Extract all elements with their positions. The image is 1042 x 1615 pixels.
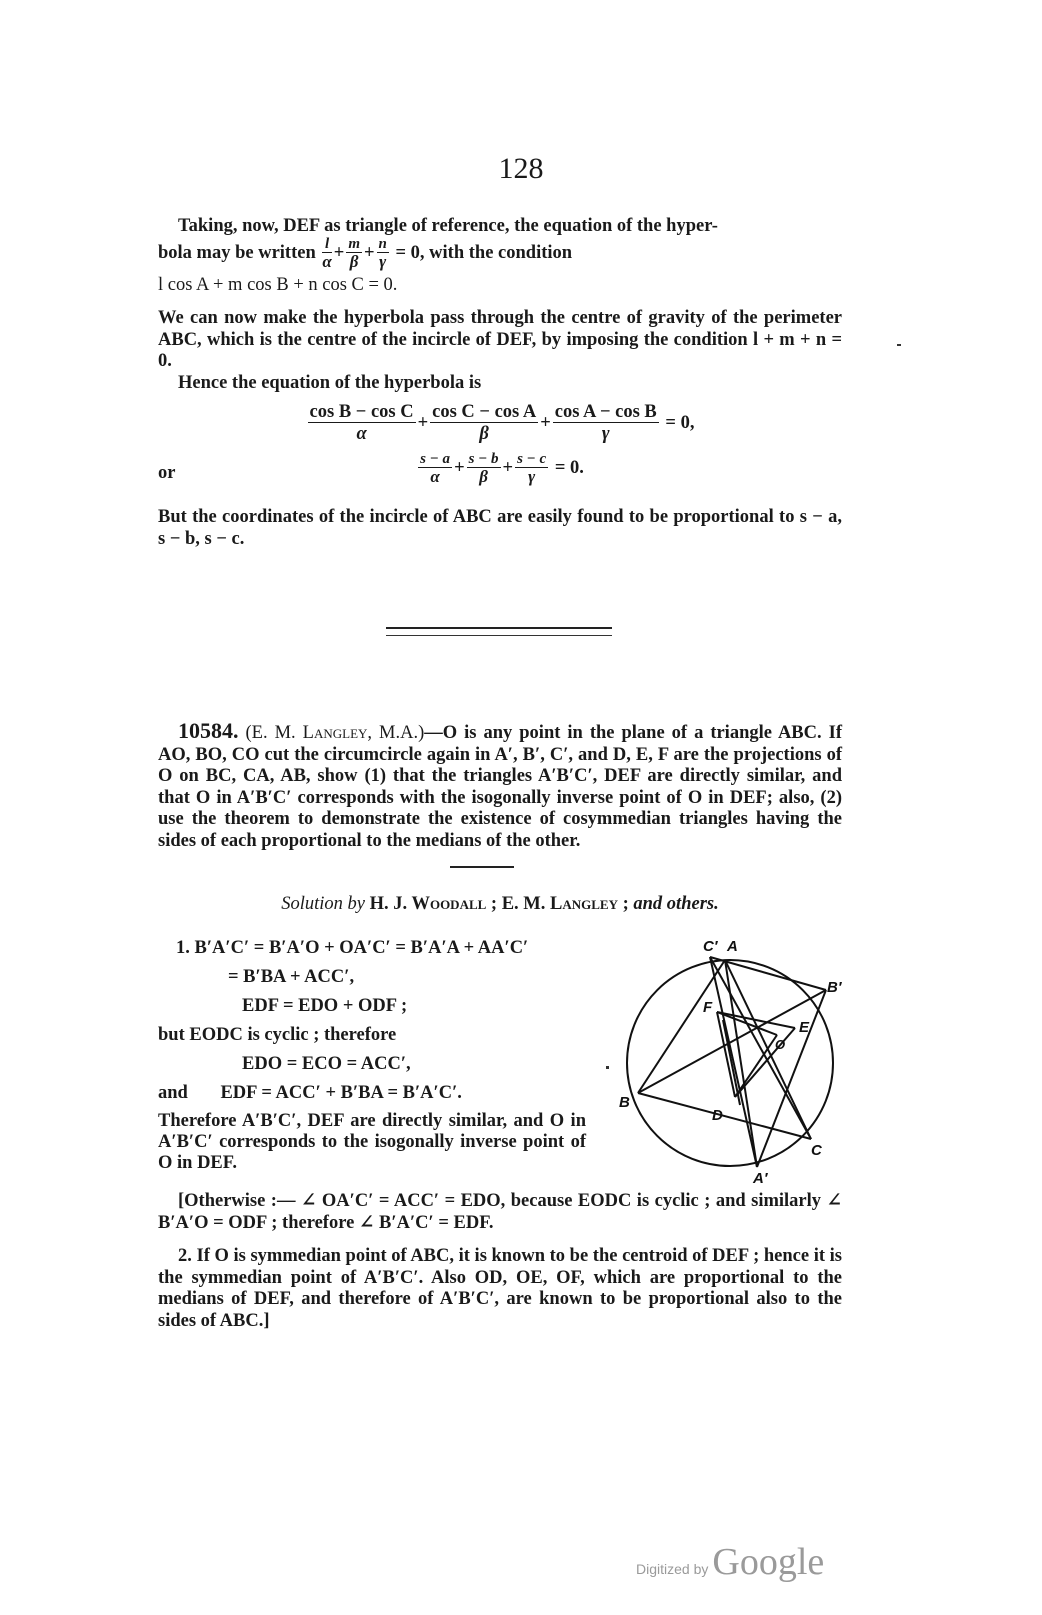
section-divider-double [386, 627, 612, 636]
paragraph-1c-text: = 0, with the condition [395, 242, 573, 263]
label-E: E [799, 1019, 810, 1036]
byline-solvers: H. J. Woodall ; E. M. Langley ; [369, 894, 629, 914]
solution-line-4: but EODC is cyclic ; therefore [158, 1025, 397, 1045]
section-hyperbola [158, 216, 842, 550]
digitized-label: Digitized by [636, 1561, 709, 1577]
fraction-eq1-3: $\frac{\text{cos A − cos B}}{\gamma}$ [554, 402, 657, 444]
fraction-eq1-1: $\frac{\text{cos B − cos C}}{\alpha}$ [309, 402, 414, 444]
condition-equation: l cos A + m cos B + n cos C = 0. [158, 274, 398, 295]
scan-speck [606, 1066, 609, 1069]
and-label: and [158, 1083, 188, 1103]
solution-line-3: EDF = EDO + ODF ; [242, 996, 408, 1016]
part-2-paragraph: 2. If O is symmedian point of ABC, it is known to be the centroid of DEF ; hence it is the symmedian point of A′B′C′. Also OD, OE, OF, which are proportional to the medians of DEF, and therefore of A′B′C′, are known to be proportional also to the sides of ABC.] [158, 1246, 842, 1331]
paragraph-2: We can now make the hyperbola pass through the centre of gravity of the perimeter ABC, which is the centre of the incircle of DEF, by imposing the condition l + m + n = 0. [158, 308, 842, 371]
label-C1: C′ [703, 938, 718, 955]
fraction-eq2-2: $\frac{s - b}{\beta}$ [468, 451, 499, 486]
section-divider-single [450, 866, 514, 868]
solution-otherwise [158, 1191, 842, 1332]
fraction-eq2-1: $\frac{s - a}{\alpha}$ [420, 451, 451, 486]
byline-suffix: and others. [633, 894, 719, 914]
line-AB [638, 960, 725, 1093]
fraction-eq2-3: $\frac{s - c}{\gamma}$ [517, 451, 547, 486]
label-O: O [775, 1037, 786, 1052]
line-B1A1 [757, 990, 826, 1167]
paragraph-1b-text: bola may be written [158, 242, 316, 263]
label-B: B [619, 1094, 630, 1111]
google-wordmark: Google [712, 1541, 825, 1583]
otherwise-paragraph: [Otherwise :— ∠ OA′C′ = ACC′ = EDO, because EODC is cyclic ; and similarly ∠ B′A′O = ODF ; therefore ∠ B′A′C′ = EDF. [158, 1191, 842, 1233]
label-F: F [703, 999, 713, 1016]
or-label: or [158, 463, 176, 483]
solution-line-6 [158, 1079, 598, 1108]
fraction-m-beta: $\frac{m}{\beta}$ [348, 235, 360, 271]
byline-prefix: Solution by [281, 894, 366, 914]
solution-line-6-eq: EDF = ACC′ + B′BA = B′A′C′. [220, 1083, 462, 1103]
fraction-eq1-2: $\frac{\text{cos C − cos A}}{\beta}$ [432, 402, 537, 444]
problem-text: —O is any point in the plane of a triangle ABC. If AO, BO, CO cut the circumcircle again in A′, B′, C′, and D, E, F are the projections of O on BC, CA, AB, show (1) that the triangles A′B′C′, DEF are directly similar, and that O in A′B′C′ corresponds with the isogonally inverse point of O in DEF; also, (2) use the theorem to demonstrate the existence of cosymmedian triangles having the sides of each proportional to the medians of the other. [158, 723, 842, 851]
label-A1: A′ [753, 1170, 768, 1187]
paragraph-1b: bola may be written $\frac{l}{\alpha}$ + $\frac{m}{\beta}$ + $\frac{n}{\gamma}$ = 0, with the condition [158, 235, 573, 271]
label-A: A [727, 938, 738, 955]
hyperbola-equation-2: or $\frac{s - a}{\alpha}$ + $\frac{s - b}{\beta}$ + $\frac{s - c}{\gamma}$ = 0. [158, 451, 584, 486]
line-extra [723, 1020, 740, 1105]
paragraph-4: But the coordinates of the incircle of ABC are easily found to be proportional to s − a, s − b, s − c. [158, 507, 842, 549]
solution-line-7: Therefore A′B′C′, DEF are directly similar, and O in A′B′C′ corresponds to the isogonally inverse point of O in DEF. [158, 1111, 586, 1173]
problem-author: (E. M. Langley, M.A.) [245, 723, 425, 743]
line-C1A1 [710, 957, 757, 1167]
hyperbola-equation-1: $\frac{\text{cos B − cos C}}{\alpha}$ + $\frac{\text{cos C − cos A}}{\beta}$ + $\frac{\text{cos A − cos B}}{\gamma}$ = 0, [309, 402, 695, 444]
solution-line-1: 1. B′A′C′ = B′A′O + OA′C′ = B′A′A + AA′C′ [176, 938, 529, 958]
page-number: 128 [498, 152, 544, 185]
digitized-footer [636, 1540, 824, 1584]
solution-part-1 [158, 934, 598, 1174]
solution-line-5: EDO = ECO = ACC′, [242, 1054, 411, 1074]
geometry-figure [615, 938, 845, 1187]
paragraph-1a: Taking, now, DEF as triangle of reference, the equation of the hyper- [178, 216, 718, 236]
scan-speck [897, 344, 901, 346]
eq1-tail: = 0, [665, 412, 695, 433]
fraction-l-alpha: $\frac{l}{\alpha}$ [322, 235, 332, 271]
problem-number: 10584. [178, 718, 239, 743]
solution-byline [158, 894, 842, 916]
label-D: D [712, 1107, 723, 1124]
problem-10584 [158, 720, 842, 852]
solution-line-2: = B′BA + ACC′, [228, 967, 355, 987]
label-B1: B′ [827, 979, 842, 996]
line-BC [638, 1093, 811, 1139]
fraction-n-gamma: $\frac{n}{\gamma}$ [378, 235, 387, 271]
paragraph-3: Hence the equation of the hyperbola is [178, 372, 482, 393]
label-C: C [811, 1142, 822, 1159]
eq2-tail: = 0. [554, 457, 584, 478]
problem-statement [158, 720, 842, 852]
